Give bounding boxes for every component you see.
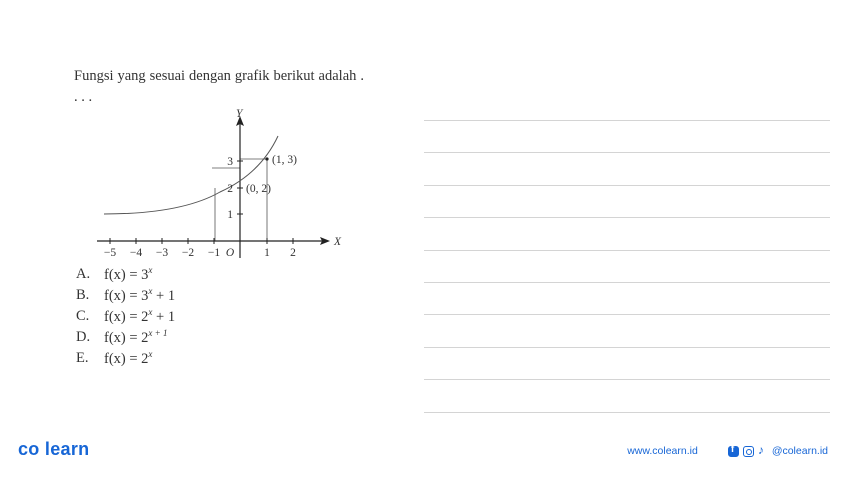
brand-logo[interactable]: co learn: [18, 439, 90, 459]
answer-line: [424, 152, 830, 153]
point-1-3: [265, 157, 268, 160]
answer-line: [424, 185, 830, 186]
option-b[interactable]: [76, 285, 175, 306]
x-tick-label: −1: [207, 247, 221, 258]
social-handle[interactable]: @colearn.id: [771, 445, 828, 457]
tiktok-icon[interactable]: [758, 446, 768, 457]
question-text: Fungsi yang sesuai dengan grafik berikut adalah . . . .: [74, 68, 364, 105]
y-axis-label: Y: [236, 108, 243, 120]
x-tick-label: −2: [181, 247, 195, 258]
y-tick-label: 1: [227, 209, 233, 221]
instagram-icon[interactable]: [743, 446, 754, 457]
point-label: (0, 2): [246, 183, 271, 195]
option-exponent: x: [148, 286, 153, 296]
answer-options: [76, 264, 175, 369]
answer-lines: [424, 120, 830, 444]
x-tick-label: 1: [264, 247, 270, 258]
y-tick-label: 3: [227, 156, 233, 168]
facebook-icon[interactable]: [728, 446, 739, 457]
option-formula: f(x) = 3: [104, 288, 149, 304]
exponential-curve: [104, 136, 278, 214]
option-a[interactable]: [76, 264, 175, 285]
answer-line: [424, 250, 830, 251]
option-exponent: x: [148, 265, 153, 275]
option-rest: + 1: [152, 309, 176, 325]
option-exponent: x + 1: [148, 328, 168, 338]
option-c[interactable]: [76, 306, 175, 327]
option-formula: f(x) = 2: [104, 330, 149, 346]
function-graph: [92, 106, 342, 258]
option-rest: + 1: [152, 288, 176, 304]
answer-line: [424, 314, 830, 315]
option-e[interactable]: [76, 348, 175, 369]
x-tick-label: 2: [290, 247, 296, 258]
footer-links: [627, 445, 828, 457]
website-link[interactable]: www.colearn.id: [627, 445, 698, 457]
option-formula: f(x) = 3: [104, 267, 149, 283]
answer-line: [424, 120, 830, 121]
option-exponent: x: [148, 349, 153, 359]
x-tick-label: −3: [155, 247, 169, 258]
option-formula: f(x) = 2: [104, 351, 149, 367]
option-letter: C.: [76, 308, 90, 324]
option-d[interactable]: [76, 327, 175, 348]
origin-label: O: [225, 247, 235, 258]
option-letter: A.: [76, 266, 91, 282]
option-letter: B.: [76, 287, 90, 303]
option-letter: D.: [76, 329, 91, 345]
option-exponent: x: [148, 307, 153, 317]
answer-line: [424, 347, 830, 348]
answer-line: [424, 282, 830, 283]
answer-line: [424, 379, 830, 380]
x-tick-label: −5: [103, 247, 117, 258]
answer-line: [424, 217, 830, 218]
answer-line: [424, 412, 830, 413]
point-label: (1, 3): [272, 154, 297, 166]
x-tick-label: −4: [129, 247, 143, 258]
y-tick-label: 2: [227, 183, 233, 195]
option-formula: f(x) = 2: [104, 309, 149, 325]
x-axis-label: X: [334, 236, 342, 248]
option-letter: E.: [76, 350, 89, 366]
